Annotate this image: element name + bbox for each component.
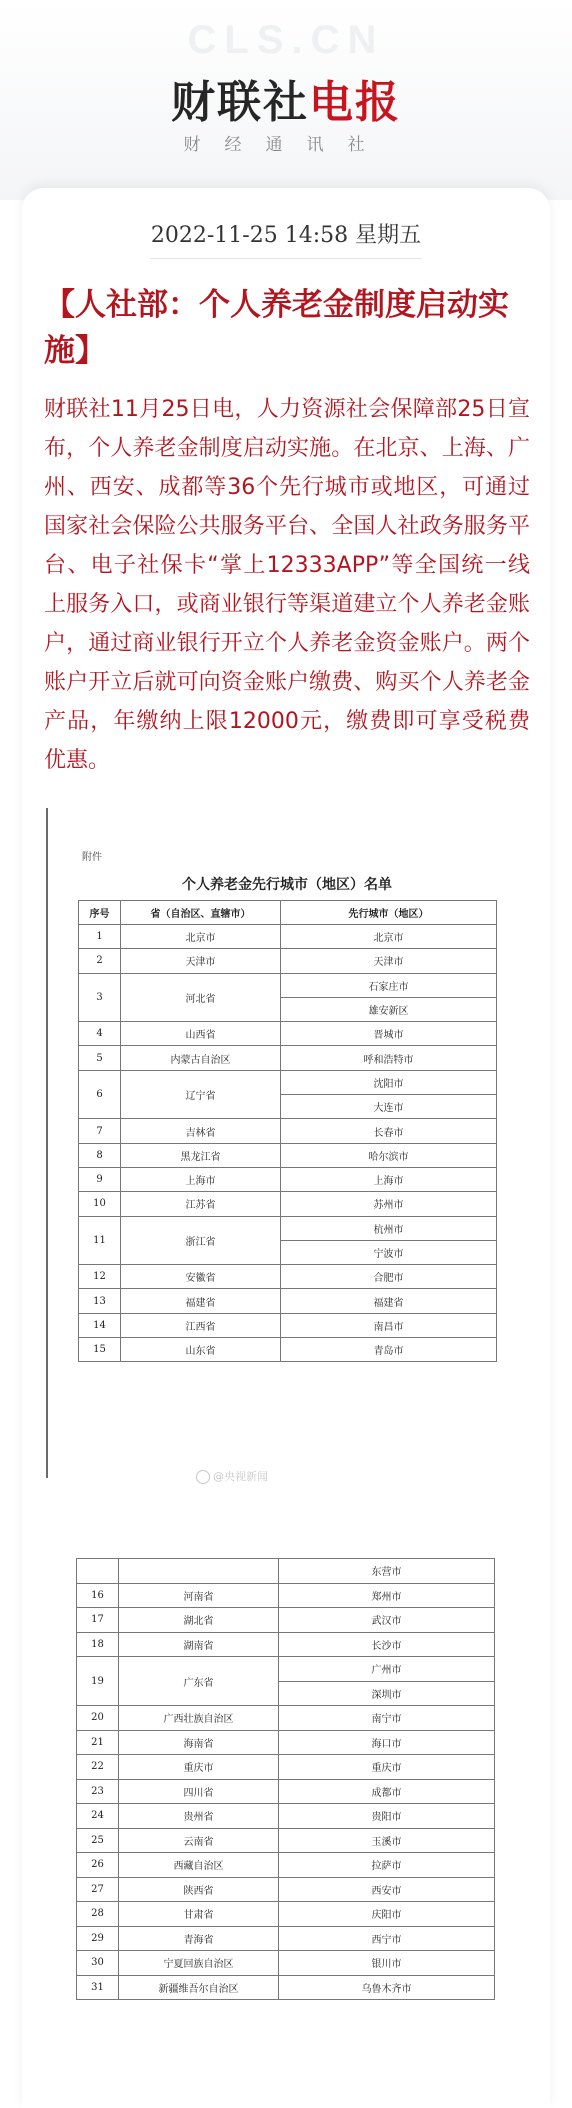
cell-province: 辽宁省 bbox=[121, 1070, 281, 1119]
table-row bbox=[77, 1657, 495, 1682]
cell-city: 石家庄市 bbox=[281, 973, 497, 997]
cell-province: 新疆维吾尔自治区 bbox=[119, 1975, 279, 2000]
cell-no: 15 bbox=[79, 1338, 121, 1362]
table-row bbox=[77, 1975, 495, 2000]
table-row bbox=[77, 1926, 495, 1951]
cell-province: 广东省 bbox=[119, 1657, 279, 1706]
cell-province: 吉林省 bbox=[121, 1119, 281, 1143]
cities-table bbox=[78, 900, 497, 1362]
table-row bbox=[77, 1706, 495, 1731]
attachment-document-page-2 bbox=[46, 1548, 524, 2028]
cell-no bbox=[77, 1559, 119, 1584]
cell-city: 深圳市 bbox=[279, 1681, 495, 1706]
article-body: 财联社11月25日电，人力资源社会保障部25日宣布，个人养老金制度启动实施。在北京、上海、广州、西安、成都等36个先行城市或地区，可通过国家社会保险公共服务平台、全国人社政务服务平台、电子社保卡“掌上12333APP”等全国统一线上服务入口，或商业银行等渠道建立个人养老金账户，通过商业银行开立个人养老金资金账户。两个账户开立后就可向资金账户缴费、购买个人养老金产品，年缴纳上限12000元，缴费即可享受税费优惠。 bbox=[44, 397, 530, 773]
cell-no: 28 bbox=[77, 1902, 119, 1927]
cell-no: 7 bbox=[79, 1119, 121, 1143]
cell-city: 西安市 bbox=[279, 1877, 495, 1902]
cell-no: 10 bbox=[79, 1192, 121, 1216]
table-row bbox=[77, 1559, 495, 1584]
cell-province: 西藏自治区 bbox=[119, 1853, 279, 1878]
cell-city: 宁波市 bbox=[281, 1240, 497, 1264]
cell-city: 长沙市 bbox=[279, 1632, 495, 1657]
column-header-province: 省（自治区、直辖市） bbox=[121, 901, 281, 925]
table-row bbox=[79, 1022, 497, 1046]
cell-province: 湖南省 bbox=[119, 1632, 279, 1657]
cell-province: 河北省 bbox=[121, 973, 281, 1022]
cell-city: 武汉市 bbox=[279, 1608, 495, 1633]
table-row bbox=[79, 1265, 497, 1289]
brand-tagline: 财经通讯社 bbox=[183, 135, 389, 155]
cell-province: 广西壮族自治区 bbox=[119, 1706, 279, 1731]
cell-province: 上海市 bbox=[121, 1167, 281, 1191]
cell-city: 杭州市 bbox=[281, 1216, 497, 1240]
table-row bbox=[77, 1804, 495, 1829]
table-row bbox=[79, 1167, 497, 1191]
table-row bbox=[79, 1289, 497, 1313]
cell-city: 重庆市 bbox=[279, 1755, 495, 1780]
table-row bbox=[79, 1070, 497, 1094]
cell-city: 晋城市 bbox=[281, 1022, 497, 1046]
cell-no: 22 bbox=[77, 1755, 119, 1780]
cell-province: 陕西省 bbox=[119, 1877, 279, 1902]
attachment-label: 附件 bbox=[82, 852, 102, 863]
table-row bbox=[77, 1632, 495, 1657]
cell-province: 北京市 bbox=[121, 925, 281, 949]
cell-province: 重庆市 bbox=[119, 1755, 279, 1780]
cell-no: 18 bbox=[77, 1632, 119, 1657]
brand-name: 财联社 bbox=[171, 77, 309, 128]
cell-no: 9 bbox=[79, 1167, 121, 1191]
table-row bbox=[79, 1192, 497, 1216]
cell-no: 26 bbox=[77, 1853, 119, 1878]
table-row bbox=[79, 949, 497, 973]
cell-province: 江西省 bbox=[121, 1313, 281, 1337]
cell-province: 贵州省 bbox=[119, 1804, 279, 1829]
divider bbox=[150, 258, 422, 259]
cell-city: 上海市 bbox=[281, 1167, 497, 1191]
cell-city: 东营市 bbox=[279, 1559, 495, 1584]
table-row bbox=[79, 925, 497, 949]
cell-no: 14 bbox=[79, 1313, 121, 1337]
cell-city: 苏州市 bbox=[281, 1192, 497, 1216]
cell-city: 南宁市 bbox=[279, 1706, 495, 1731]
cell-city: 广州市 bbox=[279, 1657, 495, 1682]
article-title: 【人社部：个人养老金制度启动实施】 bbox=[44, 287, 509, 369]
table-header-row bbox=[79, 901, 497, 925]
cell-province: 浙江省 bbox=[121, 1216, 281, 1265]
cell-city: 海口市 bbox=[279, 1730, 495, 1755]
cell-city: 大连市 bbox=[281, 1095, 497, 1119]
cell-no: 24 bbox=[77, 1804, 119, 1829]
brand-logo bbox=[0, 66, 572, 130]
cell-no: 13 bbox=[79, 1289, 121, 1313]
cell-no: 1 bbox=[79, 925, 121, 949]
cell-province: 河南省 bbox=[119, 1583, 279, 1608]
header-watermark: CLS.CN bbox=[187, 18, 385, 62]
column-header-city: 先行城市（地区） bbox=[281, 901, 497, 925]
cell-no: 2 bbox=[79, 949, 121, 973]
cell-province: 山东省 bbox=[121, 1338, 281, 1362]
cell-city: 福建省 bbox=[281, 1289, 497, 1313]
brand-name-red: 电报 bbox=[309, 77, 401, 128]
table-row bbox=[77, 1828, 495, 1853]
table-row bbox=[79, 973, 497, 997]
table-row bbox=[77, 1608, 495, 1633]
cell-no: 5 bbox=[79, 1046, 121, 1070]
cell-no: 25 bbox=[77, 1828, 119, 1853]
table-row bbox=[77, 1730, 495, 1755]
app-header bbox=[0, 0, 572, 200]
table-row bbox=[77, 1902, 495, 1927]
cell-no: 29 bbox=[77, 1926, 119, 1951]
cell-city: 郑州市 bbox=[279, 1583, 495, 1608]
cell-no: 31 bbox=[77, 1975, 119, 2000]
cell-city: 哈尔滨市 bbox=[281, 1143, 497, 1167]
cell-no: 30 bbox=[77, 1951, 119, 1976]
cell-no: 4 bbox=[79, 1022, 121, 1046]
cell-city: 呼和浩特市 bbox=[281, 1046, 497, 1070]
table-row bbox=[79, 1338, 497, 1362]
cell-city: 天津市 bbox=[281, 949, 497, 973]
cell-city: 沈阳市 bbox=[281, 1070, 497, 1094]
cell-no: 16 bbox=[77, 1583, 119, 1608]
cell-province: 安徽省 bbox=[121, 1265, 281, 1289]
cell-city: 雄安新区 bbox=[281, 997, 497, 1021]
cell-city: 银川市 bbox=[279, 1951, 495, 1976]
cities-table-continued bbox=[76, 1558, 495, 2000]
table-row bbox=[79, 1119, 497, 1143]
cell-no: 8 bbox=[79, 1143, 121, 1167]
cell-province: 内蒙古自治区 bbox=[121, 1046, 281, 1070]
cell-city: 乌鲁木齐市 bbox=[279, 1975, 495, 2000]
cell-province: 宁夏回族自治区 bbox=[119, 1951, 279, 1976]
table-row bbox=[79, 1143, 497, 1167]
table-row bbox=[77, 1755, 495, 1780]
cell-city: 长春市 bbox=[281, 1119, 497, 1143]
cell-province: 天津市 bbox=[121, 949, 281, 973]
table-row bbox=[79, 1216, 497, 1240]
cell-no: 21 bbox=[77, 1730, 119, 1755]
cell-city: 拉萨市 bbox=[279, 1853, 495, 1878]
cell-no: 6 bbox=[79, 1070, 121, 1119]
cell-no: 27 bbox=[77, 1877, 119, 1902]
cell-province: 青海省 bbox=[119, 1926, 279, 1951]
cell-province: 湖北省 bbox=[119, 1608, 279, 1633]
table-row bbox=[79, 1313, 497, 1337]
cell-no: 23 bbox=[77, 1779, 119, 1804]
table-row bbox=[77, 1583, 495, 1608]
cell-no: 12 bbox=[79, 1265, 121, 1289]
cell-city: 南昌市 bbox=[281, 1313, 497, 1337]
cell-no: 17 bbox=[77, 1608, 119, 1633]
watermark-text: @央视新闻 bbox=[213, 1470, 268, 1483]
cell-city: 合肥市 bbox=[281, 1265, 497, 1289]
cell-city: 青岛市 bbox=[281, 1338, 497, 1362]
article-datetime: 2022-11-25 14:58 星期五 bbox=[150, 223, 422, 248]
weibo-icon bbox=[196, 1470, 210, 1484]
cell-no: 11 bbox=[79, 1216, 121, 1265]
cell-province: 江苏省 bbox=[121, 1192, 281, 1216]
cell-province: 云南省 bbox=[119, 1828, 279, 1853]
table-row bbox=[77, 1779, 495, 1804]
table-row bbox=[79, 1046, 497, 1070]
cell-province bbox=[119, 1559, 279, 1584]
cell-city: 成都市 bbox=[279, 1779, 495, 1804]
cell-city: 贵阳市 bbox=[279, 1804, 495, 1829]
cell-city: 北京市 bbox=[281, 925, 497, 949]
video-watermark bbox=[196, 1468, 268, 1484]
attachment-document-page-1 bbox=[46, 808, 526, 1478]
cell-city: 玉溪市 bbox=[279, 1828, 495, 1853]
column-header-no: 序号 bbox=[79, 901, 121, 925]
cell-city: 西宁市 bbox=[279, 1926, 495, 1951]
table-row bbox=[77, 1877, 495, 1902]
cell-province: 四川省 bbox=[119, 1779, 279, 1804]
cell-province: 山西省 bbox=[121, 1022, 281, 1046]
cell-province: 黑龙江省 bbox=[121, 1143, 281, 1167]
document-table-title: 个人养老金先行城市（地区）名单 bbox=[182, 877, 392, 893]
cell-province: 甘肃省 bbox=[119, 1902, 279, 1927]
cell-no: 3 bbox=[79, 973, 121, 1022]
table-row bbox=[77, 1951, 495, 1976]
cell-province: 海南省 bbox=[119, 1730, 279, 1755]
table-row bbox=[77, 1853, 495, 1878]
cell-no: 19 bbox=[77, 1657, 119, 1706]
cell-no: 20 bbox=[77, 1706, 119, 1731]
cell-province: 福建省 bbox=[121, 1289, 281, 1313]
cell-city: 庆阳市 bbox=[279, 1902, 495, 1927]
